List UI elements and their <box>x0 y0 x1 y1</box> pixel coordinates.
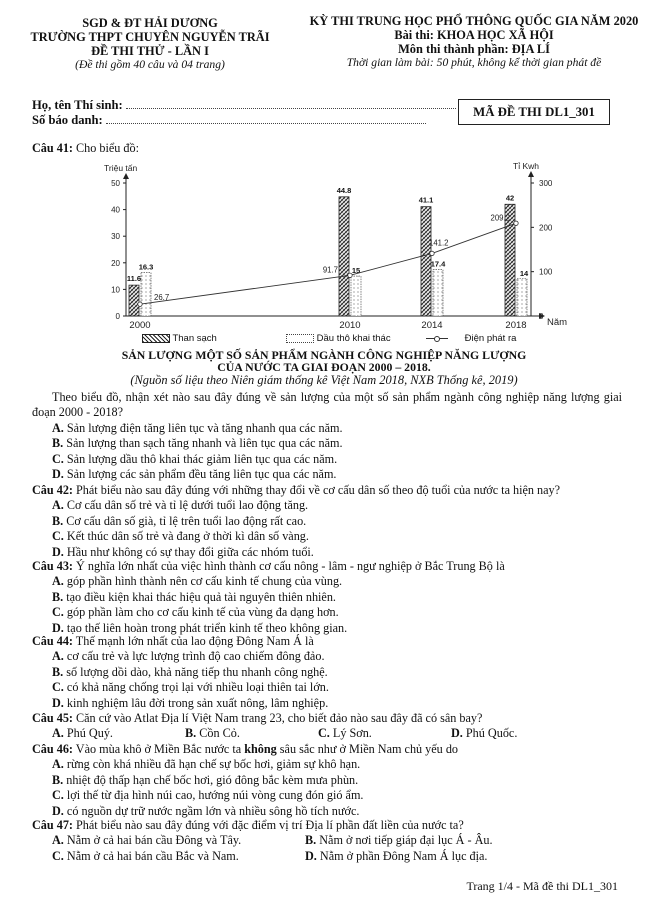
option-b[interactable]: B. Cơ cấu dân số già, tỉ lệ trên tuổi lao động rất cao. <box>52 513 307 528</box>
option-b[interactable]: B. số lượng dồi dào, khả năng tiếp thu nhanh công nghệ. <box>52 664 328 679</box>
chart-subtitle: CỦA NƯỚC TA GIAI ĐOẠN 2000 – 2018. <box>217 360 431 374</box>
department-name: SGD & ĐT HẢI DƯƠNG <box>82 16 218 30</box>
option-c[interactable]: C. có khả năng chống trọi lại với nhiều loại thiên tai lớn. <box>52 680 329 695</box>
left-axis-label: Triệu tấn <box>104 163 138 173</box>
bar-dau-tho <box>141 273 151 316</box>
option-b[interactable]: B. tạo điều kiện khai thác hiệu quả tài nguyên thiên nhiên. <box>52 589 336 604</box>
question-44 <box>32 634 622 711</box>
option-a[interactable]: A. cơ cấu trẻ và lực lượng trình độ cao chiếm đông đảo. <box>52 649 325 664</box>
option-b[interactable]: B. Cồn Cỏ. <box>185 726 240 741</box>
legend-item-oil <box>286 333 391 344</box>
line-point-dien-phat-ra <box>514 221 518 225</box>
option-d[interactable]: D. có nguồn dự trữ nước ngầm lớn và nhiều sông hồ tích nước. <box>52 803 360 818</box>
option-a[interactable]: A. Sản lượng điện tăng liên tục và tăng nhanh qua các năm. <box>52 421 343 435</box>
option-d[interactable]: D. Hầu như không có sự thay đổi giữa các nhóm tuổi. <box>52 544 314 559</box>
question-43 <box>32 559 622 636</box>
question-text: Cho biểu đồ: <box>76 141 139 155</box>
right-axis-label: Tỉ Kwh <box>513 161 539 171</box>
chart-legend <box>0 333 648 345</box>
exam-round: ĐỀ THI THỬ - LẦN I <box>91 44 209 58</box>
bar-than-sach <box>339 197 349 316</box>
option-c[interactable]: C. lợi thế từ địa hình núi cao, hướng núi vòng cung đón gió ẩm. <box>52 788 364 803</box>
bar-label-than-sach: 11.6 <box>126 274 142 284</box>
energy-chart <box>0 150 648 350</box>
legend-label: Điện phát ra <box>464 333 517 344</box>
question-text: Ý nghĩa lớn nhất của việc hình thành cơ cấu nông - lâm - ngư nghiệp ở Bắc Trung Bộ là <box>76 559 505 573</box>
bar-dau-tho <box>517 279 527 316</box>
option-d[interactable]: D. Nằm ở phần Đông Nam Á lục địa. <box>305 848 488 863</box>
option-a[interactable]: A. Cơ cấu dân số trẻ và tỉ lệ dưới tuổi lao động tăng. <box>52 498 309 513</box>
bar-label-dau-tho: 14 <box>519 268 529 278</box>
option-a[interactable]: A. Phú Quý. <box>52 726 113 741</box>
question-46 <box>32 742 622 819</box>
option-b[interactable]: B. Sản lượng than sạch tăng nhanh và liên tục qua các năm. <box>52 436 343 451</box>
question-text: Căn cứ vào Atlat Địa lí Việt Nam trang 23, cho biết đảo nào sau đây đã có sân bay? <box>76 711 483 725</box>
option-b[interactable]: B. nhiệt độ thấp hạn chế bốc hơi, gió đông bắc kèm mưa phùn. <box>52 772 359 787</box>
bar-label-than-sach: 42 <box>505 193 515 203</box>
question-text: Phát biểu nào sau đây đúng với đặc điểm vị trí Địa lí phần đất liền của nước ta? <box>76 818 464 832</box>
student-id-label: Số báo danh: <box>32 113 103 127</box>
question-41-options <box>32 421 622 483</box>
x-tick-label: 2010 <box>339 320 361 331</box>
line-marker-swatch-icon <box>426 335 448 342</box>
exam-title: KỲ THI TRUNG HỌC PHỔ THÔNG QUỐC GIA NĂM 2020 <box>309 14 639 28</box>
option-c[interactable]: C. Kết thúc dân số trẻ và đang ở thời kì dân số vàng. <box>52 529 309 544</box>
exam-subject-group: Bài thi: KHOA HỌC XÃ HỘI <box>394 28 554 42</box>
line-point-dien-phat-ra <box>138 302 142 306</box>
question-41-stem: Theo biểu đồ, nhận xét nào sau đây đúng về sản lượng của một số sản phẩm ngành công nghiệp năng lượng giai đoạn 2000 - 2018? <box>32 390 622 420</box>
exam-page-note: (Đề thi gồm 40 câu và 04 trang) <box>75 58 225 71</box>
right-tick-label: 200 <box>539 223 553 233</box>
question-number: Câu 44: <box>32 634 73 648</box>
option-a[interactable]: A. góp phần hình thành nên cơ cấu kinh tế chung của vùng. <box>52 574 343 589</box>
left-tick-label: 10 <box>111 285 120 295</box>
school-header <box>0 16 300 72</box>
student-id-field[interactable] <box>106 113 426 124</box>
exam-code-box: MÃ ĐỀ THI DL1_301 <box>458 99 610 125</box>
question-text: Thế mạnh lớn nhất của lao động Đông Nam Á là <box>75 634 314 648</box>
chart-title: SẢN LƯỢNG MỘT SỐ SẢN PHẨM NGÀNH CÔNG NGHIỆP NĂNG LƯỢNG <box>121 348 527 362</box>
option-b[interactable]: B. Nằm ở nơi tiếp giáp đại lục Á - Âu. <box>305 833 493 848</box>
school-name: TRƯỜNG THPT CHUYÊN NGUYỄN TRÃI <box>30 30 270 44</box>
hatch-swatch-icon <box>142 334 170 343</box>
dotted-swatch-icon <box>286 334 314 343</box>
bar-label-than-sach: 44.8 <box>336 185 352 195</box>
right-tick-label: 100 <box>539 267 553 277</box>
student-name-label: Họ, tên Thí sinh: <box>32 98 123 112</box>
x-tick-label: 2014 <box>421 320 443 331</box>
question-42 <box>32 483 622 560</box>
x-tick-label: 2000 <box>129 320 151 331</box>
bar-label-dau-tho: 16.3 <box>138 262 154 272</box>
legend-label: Dầu thô khai thác <box>316 333 391 344</box>
right-tick-label: 0 <box>539 312 544 321</box>
line-label-dien-phat-ra: 141.2 <box>429 238 449 248</box>
chart-source: (Nguồn số liệu theo Niên giám thống kê Việt Nam 2018, NXB Thống kê, 2019) <box>130 373 518 387</box>
question-number: Câu 43: <box>32 559 73 573</box>
x-tick-label: 2018 <box>505 320 527 331</box>
question-text: Vào mùa khô ở Miền Bắc nước ta <box>75 742 245 756</box>
line-point-dien-phat-ra <box>348 273 352 277</box>
option-d[interactable]: D. Phú Quốc. <box>451 726 518 741</box>
left-tick-label: 30 <box>111 232 120 242</box>
question-number: Câu 45: <box>32 711 73 725</box>
exam-header <box>300 14 648 70</box>
line-label-dien-phat-ra: 26.7 <box>154 293 170 303</box>
page-footer: Trang 1/4 - Mã đề thi DL1_301 <box>466 879 618 893</box>
legend-item-electricity <box>426 333 516 344</box>
x-axis-label: Năm <box>547 317 568 328</box>
bar-than-sach <box>421 207 431 316</box>
exam-duration: Thời gian làm bài: 50 phút, không kể thời gian phát đề <box>346 56 602 69</box>
left-tick-label: 50 <box>111 179 120 188</box>
left-tick-label: 0 <box>115 312 120 321</box>
option-c[interactable]: C. Lý Sơn. <box>318 726 372 741</box>
question-number: Câu 41: <box>32 141 73 155</box>
question-47 <box>32 818 622 864</box>
exam-subject: Môn thi thành phần: ĐỊA LÍ <box>398 42 550 56</box>
line-dien-phat-ra <box>140 223 516 304</box>
question-text: sâu sắc như ở Miền Nam chủ yếu do <box>276 742 459 756</box>
bar-label-dau-tho: 17.4 <box>430 259 446 269</box>
option-c[interactable]: C. góp phần làm cho cơ cấu kinh tế của vùng đa dạng hơn. <box>52 605 339 620</box>
legend-label: Than sạch <box>172 333 217 344</box>
option-c[interactable]: C. Nằm ở cả hai bán cầu Bắc và Nam. <box>52 848 239 863</box>
left-tick-label: 20 <box>111 258 120 268</box>
option-a[interactable]: A. Nằm ở cả hai bán cầu Đông và Tây. <box>52 833 242 848</box>
legend-item-coal <box>142 333 217 344</box>
question-number: Câu 47: <box>32 818 73 832</box>
left-y-axis-arrow-icon <box>123 173 129 179</box>
student-name-field[interactable] <box>126 98 456 109</box>
question-number: Câu 46: <box>32 742 73 756</box>
option-d[interactable]: D. tạo thế liên hoàn trong phát triển kinh tế theo không gian. <box>52 620 348 635</box>
option-d[interactable]: D. kinh nghiệm lâu đời trong sản xuất nông, lâm nghiệp. <box>52 695 329 710</box>
line-label-dien-phat-ra: 91.7 <box>322 265 338 275</box>
question-45 <box>32 711 622 742</box>
line-label-dien-phat-ra: 209.2 <box>490 213 510 223</box>
option-d[interactable]: D. Sản lượng các sản phẩm đều tăng liên tục qua các năm. <box>52 467 337 482</box>
bar-label-than-sach: 41.1 <box>418 195 434 205</box>
question-emphasis: không <box>244 742 277 756</box>
option-c[interactable]: C. Sản lượng dầu thô khai thác giảm liên tục qua các năm. <box>52 451 338 466</box>
question-text: Phát biểu nào sau đây đúng với những thay đổi về cơ cấu dân số theo độ tuổi của nước ta hiện nay? <box>76 483 561 497</box>
right-tick-label: 300 <box>539 179 553 188</box>
bar-dau-tho <box>433 270 443 316</box>
bar-than-sach <box>129 285 139 316</box>
line-point-dien-phat-ra <box>430 251 434 255</box>
question-number: Câu 42: <box>32 483 73 497</box>
student-info <box>32 98 456 128</box>
right-y-axis-arrow-icon <box>528 171 534 177</box>
bar-dau-tho <box>351 276 361 316</box>
bar-label-dau-tho: 15 <box>351 266 361 276</box>
left-tick-label: 40 <box>111 205 120 215</box>
option-a[interactable]: A. rừng còn khá nhiều đã hạn chế sự bốc hơi, giảm sự khô hạn. <box>52 757 361 772</box>
